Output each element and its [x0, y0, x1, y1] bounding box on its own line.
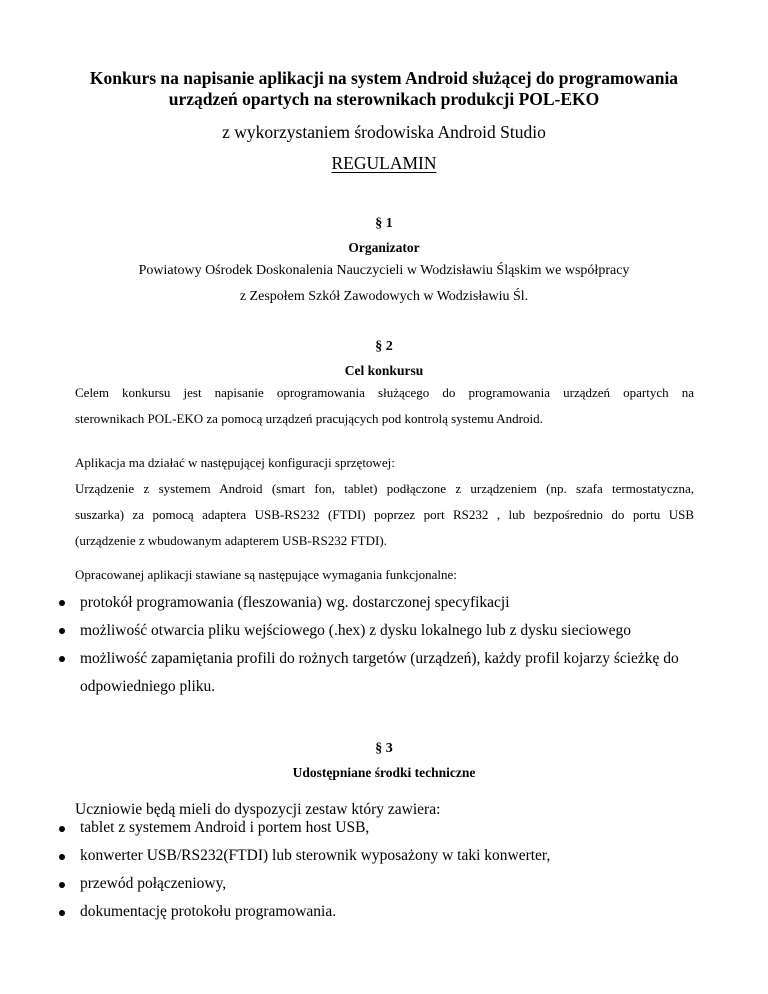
- list-item: przewód połączeniowy,: [55, 871, 695, 897]
- requirements-list: [55, 589, 695, 701]
- hardware-paragraph: [75, 450, 694, 554]
- requirements-intro-block: [75, 562, 694, 588]
- title-line-1: Konkurs na napisanie aplikacji na system Android służącej do programowania: [89, 68, 679, 88]
- section-1-line-2: z Zespołem Szkół Zawodowych w Wodzisławiu Śl.: [239, 289, 529, 304]
- section-3-intro: Uczniowie będą mieli do dyspozycji zestaw który zawiera:: [75, 801, 441, 818]
- list-item: możliwość otwarcia pliku wejściowego (.hex) z dysku lokalnego lub z dysku sieciowego: [55, 617, 695, 645]
- hardware-intro: Aplikacja ma działać w następującej konfiguracji sprzętowej:: [75, 455, 395, 470]
- title-line-2: urządzeń opartych na sterownikach produkcji POL-EKO: [168, 89, 600, 109]
- requirements-intro: Opracowanej aplikacji stawiane są następujące wymagania funkcjonalne:: [75, 567, 457, 582]
- hardware-line-1: Urządzenie z systemem Android (smart fon, tablet) podłączone z urządzeniem (np. szafa termostatyczna,: [75, 481, 694, 496]
- goal-line-2: sterownikach POL-EKO za pomocą urządzeń pracujących pod kontrolą systemu Android.: [75, 411, 543, 426]
- section-3-mark: § 3: [375, 741, 393, 756]
- document-title: [60, 68, 708, 110]
- goal-line-1: Celem konkursu jest napisanie oprogramowania służącego do programowania urządzeń opartych na: [75, 385, 694, 400]
- goal-paragraph: [75, 380, 694, 432]
- regulamin-heading: REGULAMIN: [331, 153, 437, 173]
- section-2-heading: Cel konkursu: [344, 363, 424, 378]
- list-item: dokumentację protokołu programowania.: [55, 899, 695, 925]
- section-1-mark: § 1: [375, 216, 393, 231]
- list-item: konwerter USB/RS232(FTDI) lub sterownik wyposażony w taki konwerter,: [55, 843, 695, 869]
- section-3-heading: Udostępniane środki techniczne: [292, 765, 476, 780]
- equipment-list: [55, 815, 695, 925]
- list-item: tablet z systemem Android i portem host USB,: [55, 815, 695, 841]
- list-item: możliwość zapamiętania profili do rożnych targetów (urządzeń), każdy profil kojarzy ścieżkę do odpowiedniego pliku.: [55, 645, 695, 701]
- hardware-line-2: suszarka) za pomocą adaptera USB-RS232 (FTDI) poprzez port RS232 , lub bezpośrednio do portu USB: [75, 507, 694, 522]
- section-2-mark: § 2: [375, 339, 393, 354]
- section-1-heading: Organizator: [348, 240, 420, 255]
- section-1-line-1: Powiatowy Ośrodek Doskonalenia Nauczycieli w Wodzisławiu Śląskim we współpracy: [138, 263, 630, 278]
- document-subtitle: z wykorzystaniem środowiska Android Studio: [222, 122, 546, 142]
- list-item: protokół programowania (fleszowania) wg. dostarczonej specyfikacji: [55, 589, 695, 617]
- hardware-line-3: (urządzenie z wbudowanym adapterem USB-RS232 FTDI).: [75, 533, 387, 548]
